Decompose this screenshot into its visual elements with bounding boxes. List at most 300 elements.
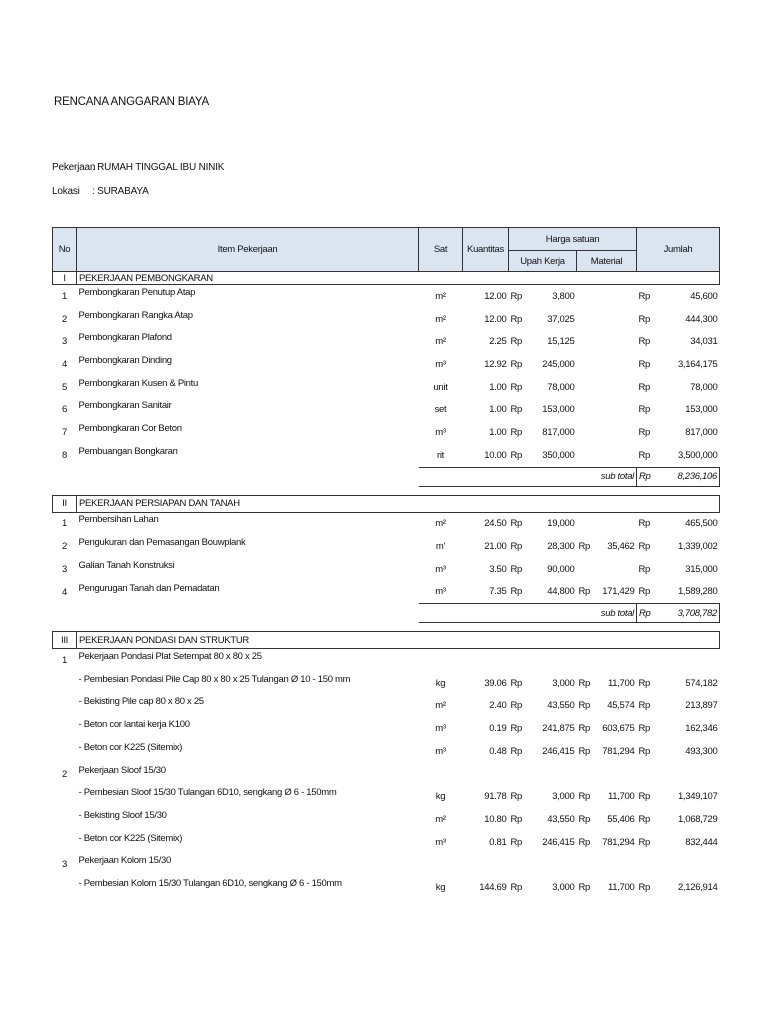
table-row (53, 558, 720, 581)
row-material-currency: Rp (578, 745, 591, 757)
row-unit: rit (436, 449, 444, 461)
section-title: PEKERJAAN PERSIAPAN DAN TANAH (77, 495, 720, 512)
row-upah: 15,125 (547, 336, 575, 348)
row-jumlah: 3,164,175 (677, 358, 718, 370)
row-material-currency: Rp (578, 881, 591, 893)
table-row (53, 853, 720, 876)
row-unit: m³ (435, 836, 446, 848)
meta-pekerjaan-value: : RUMAH TINGGAL IBU NINIK (92, 162, 225, 173)
row-item-text: Pembongkaran Kusen & Pintu (78, 377, 198, 389)
section-number: I (53, 272, 77, 285)
row-quantity: 7.35 (489, 586, 507, 598)
meta-lokasi-value: : SURABAYA (92, 186, 149, 197)
section-header (53, 495, 720, 512)
header-kuantitas: Kuantitas (463, 228, 509, 272)
table-row (53, 285, 720, 308)
row-number: 1 (62, 518, 67, 530)
row-material (595, 308, 637, 331)
row-jumlah-currency: Rp (638, 381, 651, 393)
row-material (595, 763, 637, 786)
row-number (53, 672, 77, 695)
row-item-text: Pembersihan Lahan (78, 514, 159, 526)
row-unit (419, 649, 463, 672)
row-material: 171,429 (602, 586, 635, 598)
row-item-text: Pengukuran dan Pemasangan Bouwplank (78, 537, 246, 549)
header-item: Item Pekerjaan (77, 228, 419, 272)
row-jumlah: 2,126,914 (677, 881, 718, 893)
row-jumlah-currency: Rp (638, 677, 651, 689)
row-jumlah: 1,349,107 (677, 791, 718, 803)
row-jumlah-currency: Rp (638, 404, 651, 416)
row-quantity: 2.40 (489, 700, 507, 712)
section-title: PEKERJAAN PEMBONGKARAN (77, 272, 720, 285)
row-jumlah: 3,500,000 (677, 449, 718, 461)
row-material (595, 853, 637, 876)
row-quantity: 12.00 (484, 313, 507, 325)
section-header (53, 632, 720, 649)
row-material-currency: Rp (578, 723, 591, 735)
row-quantity: 10.80 (484, 813, 507, 825)
subtotal-spacer (53, 604, 419, 623)
row-material (595, 376, 637, 399)
table-row (53, 785, 720, 808)
row-item-text: Pekerjaan Kolom 15/30 (78, 855, 171, 867)
row-material: 11,700 (607, 881, 635, 893)
row-upah: 245,000 (542, 358, 575, 370)
row-jumlah (655, 763, 720, 786)
row-material-currency (577, 763, 595, 786)
row-upah-currency: Rp (510, 881, 523, 893)
table-row (53, 581, 720, 604)
row-material (595, 398, 637, 421)
row-upah-currency: Rp (510, 404, 523, 416)
row-jumlah: 45,600 (690, 290, 718, 302)
row-quantity: 1.00 (489, 426, 507, 438)
row-jumlah-currency (637, 649, 655, 672)
row-material-currency (577, 376, 595, 399)
row-jumlah-currency: Rp (638, 541, 651, 553)
subtotal-value: 3,708,782 (655, 604, 720, 623)
row-item (77, 512, 419, 535)
row-number: 3 (62, 859, 67, 871)
row-material-currency: Rp (578, 700, 591, 712)
meta-lokasi-label: Lokasi (52, 186, 80, 197)
row-upah: 241,875 (542, 723, 575, 735)
row-quantity: 1.00 (489, 404, 507, 416)
table-row (53, 535, 720, 558)
row-unit: m² (435, 290, 446, 302)
row-material (595, 444, 637, 467)
subtotal-currency: Rp (637, 467, 655, 486)
header-jumlah: Jumlah (637, 228, 720, 272)
row-quantity: 12.00 (484, 290, 507, 302)
row-item-text: - Bekisting Pile cap 80 x 80 x 25 (78, 696, 204, 708)
row-unit: m' (435, 541, 446, 553)
row-number (53, 831, 77, 854)
row-upah: 246,415 (542, 836, 575, 848)
row-item (77, 558, 419, 581)
row-upah: 3,000 (552, 791, 575, 803)
row-number: 3 (62, 563, 67, 575)
table-row (53, 444, 720, 467)
row-unit (419, 853, 463, 876)
row-item (77, 285, 419, 308)
row-item (77, 376, 419, 399)
header-no: No (53, 228, 77, 272)
section-title: PEKERJAAN PONDASI DAN STRUKTUR (77, 632, 720, 649)
row-jumlah: 153,000 (685, 404, 718, 416)
row-jumlah-currency: Rp (638, 791, 651, 803)
section-gap (53, 486, 720, 495)
row-material-currency: Rp (578, 586, 591, 598)
row-upah: 246,415 (542, 745, 575, 757)
row-upah-currency: Rp (510, 313, 523, 325)
row-jumlah-currency (637, 853, 655, 876)
row-number (53, 740, 77, 763)
row-upah: 3,800 (552, 290, 575, 302)
row-number (53, 695, 77, 718)
row-upah-currency: Rp (510, 336, 523, 348)
row-upah: 817,000 (542, 426, 575, 438)
row-material: 45,574 (607, 700, 635, 712)
table-row (53, 421, 720, 444)
row-quantity: 0.48 (489, 745, 507, 757)
row-number (53, 785, 77, 808)
row-upah: 153,000 (542, 404, 575, 416)
row-material: 11,700 (607, 791, 635, 803)
row-item-text: Pembongkaran Sanitair (78, 400, 172, 412)
table-header (53, 228, 720, 272)
row-unit: m³ (435, 745, 446, 757)
row-upah-currency: Rp (510, 518, 523, 530)
row-material-currency (577, 285, 595, 308)
row-upah-currency (509, 649, 527, 672)
row-material-currency (577, 558, 595, 581)
row-item (77, 444, 419, 467)
row-item-text: Pembuangan Bongkaran (78, 445, 178, 457)
row-jumlah-currency: Rp (638, 586, 651, 598)
subtotal-row (53, 604, 720, 623)
row-jumlah-currency: Rp (638, 563, 651, 575)
rab-table (52, 227, 720, 899)
row-material-currency (577, 398, 595, 421)
row-upah-currency: Rp (510, 836, 523, 848)
row-item (77, 740, 419, 763)
row-upah: 3,000 (552, 881, 575, 893)
row-material-currency: Rp (578, 836, 591, 848)
row-upah-currency (509, 763, 527, 786)
row-unit: kg (435, 791, 446, 803)
row-jumlah-currency: Rp (638, 745, 651, 757)
row-jumlah: 465,500 (685, 518, 718, 530)
row-jumlah (655, 649, 720, 672)
row-number (53, 717, 77, 740)
row-quantity: 144.69 (479, 881, 507, 893)
row-item-text: Pembongkaran Dinding (78, 354, 172, 366)
row-upah: 78,000 (547, 381, 575, 393)
row-item-text: Pekerjaan Sloof 15/30 (78, 764, 166, 776)
row-quantity: 0.81 (489, 836, 507, 848)
table-row (53, 763, 720, 786)
row-item-text: Pembongkaran Plafond (78, 332, 172, 344)
row-quantity: 12.92 (484, 358, 507, 370)
row-item (77, 398, 419, 421)
row-upah: 3,000 (552, 677, 575, 689)
row-material (595, 330, 637, 353)
row-material-currency: Rp (578, 541, 591, 553)
row-unit: m² (435, 700, 446, 712)
row-jumlah: 1,589,280 (677, 586, 718, 598)
subtotal-row (53, 467, 720, 486)
row-jumlah-currency: Rp (638, 449, 651, 461)
row-jumlah-currency: Rp (638, 518, 651, 530)
meta-pekerjaan-label: Pekerjaan (52, 162, 96, 173)
row-item (77, 808, 419, 831)
row-jumlah: 832,444 (685, 836, 718, 848)
row-jumlah (655, 853, 720, 876)
row-upah: 350,000 (542, 449, 575, 461)
subtotal-spacer (53, 467, 419, 486)
row-material (595, 285, 637, 308)
table-row (53, 876, 720, 899)
row-item (77, 535, 419, 558)
row-jumlah-currency: Rp (638, 336, 651, 348)
row-number (53, 876, 77, 899)
row-number: 2 (62, 541, 67, 553)
meta-pekerjaan (52, 162, 224, 173)
row-jumlah-currency: Rp (638, 313, 651, 325)
row-upah: 28,300 (547, 541, 575, 553)
row-material-currency: Rp (578, 791, 591, 803)
row-unit (419, 763, 463, 786)
row-upah-currency: Rp (510, 700, 523, 712)
row-unit: set (434, 404, 447, 416)
row-quantity: 91.78 (484, 791, 507, 803)
row-material (595, 649, 637, 672)
row-upah-currency: Rp (510, 745, 523, 757)
row-item-text: Pekerjaan Pondasi Plat Setempat 80 x 80 x 25 (78, 651, 262, 663)
table-row (53, 649, 720, 672)
row-upah: 90,000 (547, 563, 575, 575)
row-upah-currency: Rp (510, 563, 523, 575)
row-unit: m³ (435, 563, 446, 575)
row-material: 781,294 (602, 836, 635, 848)
row-material-currency: Rp (578, 813, 591, 825)
row-item (77, 581, 419, 604)
row-item-text: - Pembesian Sloof 15/30 Tulangan 6D10, sengkang Ø 6 - 150mm (78, 787, 337, 799)
table-row (53, 376, 720, 399)
row-jumlah: 1,339,002 (677, 541, 718, 553)
row-upah-currency: Rp (510, 586, 523, 598)
section-gap (53, 623, 720, 632)
row-quantity: 10.00 (484, 449, 507, 461)
row-quantity (463, 763, 509, 786)
table-body (53, 272, 720, 899)
row-jumlah: 78,000 (690, 381, 718, 393)
row-item-text: Galian Tanah Konstruksi (78, 559, 175, 571)
row-quantity: 2.25 (489, 336, 507, 348)
row-upah: 44,800 (547, 586, 575, 598)
row-upah-currency: Rp (510, 541, 523, 553)
section-header (53, 272, 720, 285)
row-item-text: - Pembesian Pondasi Pile Cap 80 x 80 x 25 Tulangan Ø 10 - 150 mm (78, 673, 351, 685)
row-item (77, 330, 419, 353)
row-quantity: 3.50 (489, 563, 507, 575)
row-jumlah-currency: Rp (638, 881, 651, 893)
row-jumlah-currency: Rp (638, 358, 651, 370)
row-upah (527, 649, 577, 672)
row-unit: m³ (435, 426, 446, 438)
row-material: 603,675 (602, 723, 635, 735)
header-material: Material (577, 251, 637, 272)
row-jumlah: 213,897 (685, 700, 718, 712)
row-item-text: - Bekisting Sloof 15/30 (78, 809, 167, 821)
row-material (595, 512, 637, 535)
row-number: 5 (62, 381, 67, 393)
page-title: RENCANA ANGGARAN BIAYA (54, 96, 209, 108)
row-item-text: - Beton cor K225 (Sitemix) (78, 832, 183, 844)
gap-cell (53, 623, 720, 632)
row-upah-currency: Rp (510, 290, 523, 302)
row-material: 35,462 (607, 541, 635, 553)
row-material-currency (577, 421, 595, 444)
row-item (77, 308, 419, 331)
row-number: 3 (62, 336, 67, 348)
header-harga-satuan: Harga satuan (509, 228, 637, 251)
row-material (595, 353, 637, 376)
row-jumlah-currency: Rp (638, 836, 651, 848)
row-upah-currency: Rp (510, 791, 523, 803)
row-item-text: Pembongkaran Cor Beton (78, 422, 182, 434)
row-item (77, 353, 419, 376)
header-sat: Sat (419, 228, 463, 272)
row-quantity: 0.19 (489, 723, 507, 735)
row-material-currency (577, 308, 595, 331)
row-jumlah-currency: Rp (638, 290, 651, 302)
row-material-currency (577, 512, 595, 535)
row-item (77, 785, 419, 808)
row-item (77, 695, 419, 718)
row-upah: 37,025 (547, 313, 575, 325)
row-number: 1 (62, 655, 67, 667)
row-item (77, 876, 419, 899)
row-jumlah: 34,031 (690, 336, 718, 348)
row-unit: kg (435, 881, 446, 893)
row-unit: unit (433, 381, 448, 393)
row-material (595, 421, 637, 444)
row-quantity (463, 853, 509, 876)
row-item-text: Pembongkaran Rangka Atap (78, 309, 193, 321)
section-number: II (53, 495, 77, 512)
table-row (53, 398, 720, 421)
row-material-currency (577, 649, 595, 672)
row-jumlah-currency: Rp (638, 700, 651, 712)
row-upah: 43,550 (547, 700, 575, 712)
row-number: 1 (62, 290, 67, 302)
row-item-text: - Beton cor lantai kerja K100 (78, 719, 190, 731)
row-upah-currency: Rp (510, 677, 523, 689)
row-material-currency: Rp (578, 677, 591, 689)
row-upah-currency (509, 853, 527, 876)
row-quantity: 24.50 (484, 518, 507, 530)
row-unit: m² (435, 518, 446, 530)
row-upah-currency: Rp (510, 813, 523, 825)
row-jumlah: 817,000 (685, 426, 718, 438)
row-item (77, 763, 419, 786)
row-upah-currency: Rp (510, 426, 523, 438)
row-upah (527, 763, 577, 786)
row-item-text: Pengurugan Tanah dan Pemadatan (78, 582, 220, 594)
row-jumlah: 315,000 (685, 563, 718, 575)
row-unit: m² (435, 813, 446, 825)
row-material: 55,406 (607, 813, 635, 825)
table-row (53, 330, 720, 353)
row-item (77, 421, 419, 444)
row-upah-currency: Rp (510, 723, 523, 735)
row-jumlah-currency: Rp (638, 723, 651, 735)
section-number: III (53, 632, 77, 649)
row-item-text: - Beton cor K225 (Sitemix) (78, 741, 183, 753)
row-unit: m³ (435, 586, 446, 598)
row-number (53, 808, 77, 831)
row-jumlah: 493,300 (685, 745, 718, 757)
row-quantity: 21.00 (484, 541, 507, 553)
row-item (77, 853, 419, 876)
row-number: 4 (62, 586, 67, 598)
row-item-text: Pembongkaran Penutup Atap (78, 286, 196, 298)
table-row (53, 512, 720, 535)
row-number: 6 (62, 404, 67, 416)
row-quantity: 1.00 (489, 381, 507, 393)
row-jumlah-currency (637, 763, 655, 786)
gap-cell (53, 486, 720, 495)
row-material-currency (577, 330, 595, 353)
table-row (53, 672, 720, 695)
row-upah: 43,550 (547, 813, 575, 825)
row-unit: m³ (435, 723, 446, 735)
row-upah-currency: Rp (510, 381, 523, 393)
row-material-currency (577, 353, 595, 376)
row-item-text: - Pembesian Kolom 15/30 Tulangan 6D10, sengkang Ø 6 - 150mm (78, 877, 342, 889)
row-unit: kg (435, 677, 446, 689)
row-material: 781,294 (602, 745, 635, 757)
row-upah-currency: Rp (510, 449, 523, 461)
row-jumlah: 444,300 (685, 313, 718, 325)
row-jumlah: 1,068,729 (677, 813, 718, 825)
row-upah: 19,000 (547, 518, 575, 530)
table-row (53, 808, 720, 831)
row-quantity: 39.06 (484, 677, 507, 689)
subtotal-value: 8,236,106 (655, 467, 720, 486)
row-number: 8 (62, 449, 67, 461)
meta-lokasi (52, 186, 149, 197)
row-jumlah: 574,182 (685, 677, 718, 689)
row-item (77, 672, 419, 695)
row-unit: m² (435, 313, 446, 325)
table-row (53, 717, 720, 740)
table-row (53, 308, 720, 331)
row-upah (527, 853, 577, 876)
row-jumlah-currency: Rp (638, 813, 651, 825)
subtotal-label: sub total (419, 467, 637, 486)
row-upah-currency: Rp (510, 358, 523, 370)
row-number: 2 (62, 313, 67, 325)
row-material (595, 558, 637, 581)
subtotal-currency: Rp (637, 604, 655, 623)
table-row (53, 740, 720, 763)
row-number: 4 (62, 358, 67, 370)
row-number: 7 (62, 426, 67, 438)
